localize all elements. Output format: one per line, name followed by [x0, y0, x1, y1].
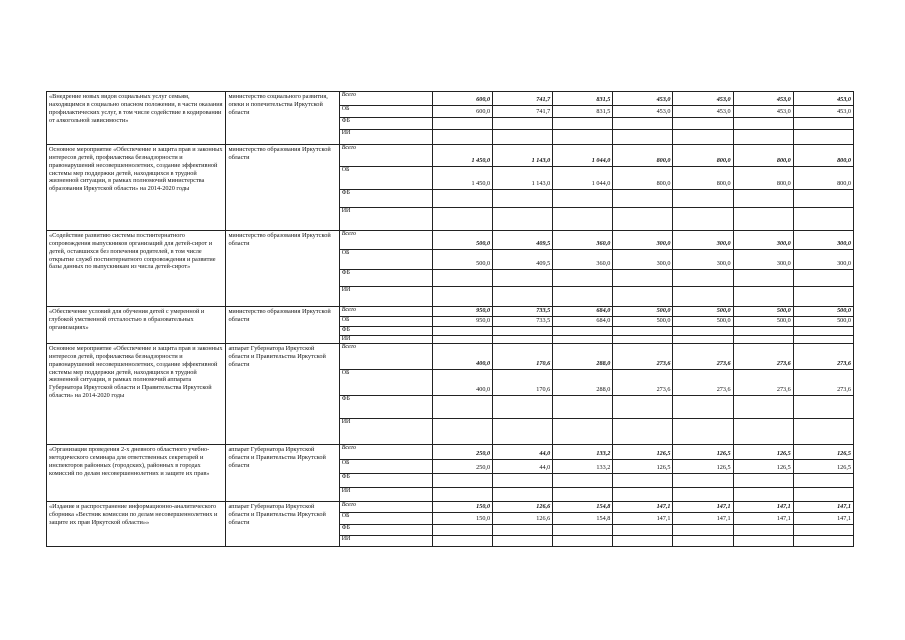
year-value-cell [432, 190, 492, 208]
year-value-cell: 300,0 [613, 231, 673, 250]
year-value-cell [613, 270, 673, 287]
year-value-cell: 147,1 [733, 513, 793, 525]
year-value-cell [613, 396, 673, 419]
year-value-cell: 273,6 [673, 344, 733, 370]
year-value-cell: 300,0 [793, 250, 853, 270]
year-value-cell: 147,1 [793, 513, 853, 525]
funding-source-label: Всего [339, 231, 432, 250]
year-value-cell: 300,0 [673, 231, 733, 250]
year-value-cell: 453,0 [733, 92, 793, 106]
year-value-cell: 500,0 [733, 316, 793, 326]
year-value-cell [432, 287, 492, 307]
year-value-cell: 741,7 [493, 106, 553, 118]
year-value-cell [793, 488, 853, 502]
funding-source-label: ИИ [339, 130, 432, 145]
year-value-cell [673, 536, 733, 547]
year-value-cell: 800,0 [733, 167, 793, 190]
year-value-cell: 453,0 [673, 92, 733, 106]
year-value-cell: 150,0 [432, 513, 492, 525]
year-value-cell [613, 208, 673, 231]
year-value-cell [493, 118, 553, 130]
funding-source-label: ИИ [339, 287, 432, 307]
year-value-cell: 453,0 [733, 106, 793, 118]
year-value-cell [493, 488, 553, 502]
year-value-cell: 453,0 [793, 92, 853, 106]
year-value-cell [613, 335, 673, 344]
year-value-cell: 800,0 [793, 145, 853, 167]
year-value-cell [493, 326, 553, 335]
responsible-executor: аппарат Губернатора Иркутской области и Правительства Иркутской области [226, 445, 339, 502]
year-value-cell [733, 118, 793, 130]
funding-source-label: ОБ [339, 370, 432, 396]
year-value-cell [553, 208, 613, 231]
year-value-cell [673, 419, 733, 445]
year-value-cell [613, 326, 673, 335]
responsible-executor: аппарат Губернатора Иркутской области и Правительства Иркутской области [226, 344, 339, 445]
year-value-cell: 800,0 [613, 145, 673, 167]
year-value-cell [613, 488, 673, 502]
year-value-cell: 288,0 [553, 370, 613, 396]
year-value-cell [733, 525, 793, 536]
responsible-executor: министерство образования Иркутской области [226, 307, 339, 344]
year-value-cell [553, 326, 613, 335]
funding-source-label: ФБ [339, 190, 432, 208]
year-value-cell [673, 270, 733, 287]
year-value-cell: 273,6 [613, 344, 673, 370]
year-value-cell [673, 190, 733, 208]
year-value-cell: 300,0 [733, 250, 793, 270]
year-value-cell [432, 525, 492, 536]
year-value-cell [553, 190, 613, 208]
year-value-cell: 741,7 [493, 92, 553, 106]
year-value-cell [493, 190, 553, 208]
responsible-executor: аппарат Губернатора Иркутской области и Правительства Иркутской области [226, 502, 339, 547]
year-value-cell [673, 208, 733, 231]
year-value-cell: 453,0 [673, 106, 733, 118]
year-value-cell [493, 287, 553, 307]
year-value-cell: 400,0 [432, 370, 492, 396]
measure-description: «Издание и распространение информационно-аналитического сборника «Вестник комиссии по делам несовершеннолетних и защите их прав Иркутской области»» [47, 502, 226, 547]
funding-source-label: Всего [339, 445, 432, 460]
year-value-cell: 300,0 [673, 250, 733, 270]
year-value-cell: 1 044,0 [553, 167, 613, 190]
funding-table-body [47, 92, 854, 547]
year-value-cell [613, 118, 673, 130]
year-value-cell: 950,0 [432, 316, 492, 326]
year-value-cell [673, 326, 733, 335]
year-value-cell: 1 143,0 [493, 167, 553, 190]
funding-row-total [47, 502, 854, 513]
measure-description: «Содействие развитию системы постинтернатного сопровождения выпускников организаций для детей-сирот и детей, оставшихся без попечения родителей, в том числе открытие служб постинтернатного сопровождения и развитие базы данных по выпускникам из числа детей-сирот» [47, 231, 226, 307]
year-value-cell [733, 488, 793, 502]
responsible-executor: министерство образования Иркутской области [226, 231, 339, 307]
funding-source-label: ФБ [339, 525, 432, 536]
year-value-cell [613, 287, 673, 307]
funding-source-label: Всего [339, 307, 432, 317]
year-value-cell: 950,0 [432, 307, 492, 317]
year-value-cell [493, 270, 553, 287]
year-value-cell: 800,0 [793, 167, 853, 190]
year-value-cell: 250,0 [432, 460, 492, 474]
year-value-cell: 500,0 [432, 250, 492, 270]
year-value-cell: 44,0 [493, 460, 553, 474]
funding-source-label: ФБ [339, 270, 432, 287]
year-value-cell [793, 270, 853, 287]
year-value-cell: 409,5 [493, 231, 553, 250]
year-value-cell [793, 190, 853, 208]
year-value-cell: 300,0 [613, 250, 673, 270]
measure-description: Основное мероприятие «Обеспечение и защита прав и законных интересов детей, профилактика безнадзорности и правонарушений несовершеннолетних, создание эффективной системы мер поддержки детей, находящихся в трудной жизненной ситуации, в рамках полномочий аппарата Губернатора Иркутской области и Правительства Иркутской области» на 2014-2020 годы [47, 344, 226, 445]
year-value-cell [733, 130, 793, 145]
year-value-cell: 500,0 [793, 316, 853, 326]
funding-row-total [47, 92, 854, 106]
year-value-cell [553, 118, 613, 130]
year-value-cell [673, 287, 733, 307]
year-value-cell: 831,5 [553, 92, 613, 106]
funding-source-label: Всего [339, 145, 432, 167]
year-value-cell [553, 488, 613, 502]
funding-source-label: ФБ [339, 396, 432, 419]
funding-source-label: ФБ [339, 118, 432, 130]
year-value-cell [432, 474, 492, 488]
year-value-cell [493, 130, 553, 145]
year-value-cell: 273,6 [793, 344, 853, 370]
year-value-cell: 500,0 [613, 316, 673, 326]
year-value-cell [493, 396, 553, 419]
year-value-cell [793, 525, 853, 536]
year-value-cell: 600,0 [432, 106, 492, 118]
year-value-cell [493, 525, 553, 536]
year-value-cell [793, 287, 853, 307]
year-value-cell: 133,2 [553, 460, 613, 474]
year-value-cell [673, 525, 733, 536]
year-value-cell: 126,5 [793, 445, 853, 460]
responsible-executor: министерство социального развития, опеки и попечительства Иркутской области [226, 92, 339, 145]
year-value-cell: 360,0 [553, 250, 613, 270]
year-value-cell [733, 326, 793, 335]
year-value-cell: 150,0 [432, 502, 492, 513]
funding-source-label: ОБ [339, 513, 432, 525]
year-value-cell [793, 118, 853, 130]
year-value-cell [553, 419, 613, 445]
responsible-executor: министерство образования Иркутской области [226, 145, 339, 231]
year-value-cell [673, 396, 733, 419]
year-value-cell: 453,0 [793, 106, 853, 118]
year-value-cell: 133,2 [553, 445, 613, 460]
year-value-cell: 273,6 [733, 370, 793, 396]
year-value-cell [733, 474, 793, 488]
funding-row-total [47, 344, 854, 370]
year-value-cell: 273,6 [793, 370, 853, 396]
year-value-cell [733, 270, 793, 287]
year-value-cell [733, 287, 793, 307]
year-value-cell [793, 335, 853, 344]
year-value-cell [432, 208, 492, 231]
funding-row-total [47, 445, 854, 460]
year-value-cell: 126,5 [733, 445, 793, 460]
year-value-cell: 126,6 [493, 513, 553, 525]
year-value-cell: 500,0 [613, 307, 673, 317]
year-value-cell [733, 396, 793, 419]
funding-source-label: Всего [339, 344, 432, 370]
year-value-cell [613, 525, 673, 536]
year-value-cell [432, 396, 492, 419]
year-value-cell: 733,5 [493, 307, 553, 317]
year-value-cell: 400,0 [432, 344, 492, 370]
year-value-cell: 126,5 [673, 460, 733, 474]
year-value-cell [432, 130, 492, 145]
year-value-cell: 1 450,0 [432, 145, 492, 167]
year-value-cell: 453,0 [613, 106, 673, 118]
year-value-cell: 126,5 [673, 445, 733, 460]
year-value-cell [432, 419, 492, 445]
funding-source-label: ОБ [339, 316, 432, 326]
year-value-cell: 147,1 [673, 502, 733, 513]
measure-description: Основное мероприятие «Обеспечение и защита прав и законных интересов детей, профилактика безнадзорности и правонарушений несовершеннолетних, создание эффективной системы мер поддержки детей, находящихся в трудной жизненной ситуации, в рамках полномочий министерства образования Иркутской области» на 2014-2020 годы [47, 145, 226, 231]
year-value-cell: 1 044,0 [553, 145, 613, 167]
year-value-cell [432, 326, 492, 335]
year-value-cell [432, 536, 492, 547]
year-value-cell [553, 396, 613, 419]
year-value-cell: 126,5 [793, 460, 853, 474]
year-value-cell [553, 335, 613, 344]
year-value-cell [613, 130, 673, 145]
year-value-cell: 170,6 [493, 344, 553, 370]
year-value-cell: 288,0 [553, 344, 613, 370]
year-value-cell: 170,6 [493, 370, 553, 396]
year-value-cell: 684,0 [553, 307, 613, 317]
year-value-cell: 273,6 [733, 344, 793, 370]
year-value-cell: 126,5 [613, 445, 673, 460]
year-value-cell [793, 396, 853, 419]
year-value-cell: 147,1 [673, 513, 733, 525]
year-value-cell: 360,0 [553, 231, 613, 250]
year-value-cell: 409,5 [493, 250, 553, 270]
measure-description: «Обеспечение условий для обучения детей с умеренной и глубокой умственной отсталостью в образовательных организациях» [47, 307, 226, 344]
funding-source-label: ОБ [339, 167, 432, 190]
funding-table [46, 91, 854, 547]
year-value-cell [673, 488, 733, 502]
year-value-cell [613, 419, 673, 445]
year-value-cell: 44,0 [493, 445, 553, 460]
year-value-cell [553, 270, 613, 287]
year-value-cell [613, 474, 673, 488]
funding-source-label: ОБ [339, 250, 432, 270]
year-value-cell: 250,0 [432, 445, 492, 460]
year-value-cell: 126,5 [613, 460, 673, 474]
year-value-cell [613, 536, 673, 547]
funding-source-label: ФБ [339, 326, 432, 335]
funding-row-total [47, 231, 854, 250]
year-value-cell: 453,0 [613, 92, 673, 106]
year-value-cell: 147,1 [613, 513, 673, 525]
year-value-cell: 800,0 [613, 167, 673, 190]
measure-description: «Организация проведения 2-х дневного областного учебно-методического семинара для ответственных секретарей и инспекторов районных (городских), районных в городах комиссий по делам несовершеннолетних и защите их прав» [47, 445, 226, 502]
year-value-cell [493, 474, 553, 488]
year-value-cell [793, 474, 853, 488]
year-value-cell: 300,0 [733, 231, 793, 250]
year-value-cell: 733,5 [493, 316, 553, 326]
funding-source-label: ИИ [339, 419, 432, 445]
year-value-cell: 1 450,0 [432, 167, 492, 190]
funding-document [46, 91, 854, 547]
year-value-cell [432, 270, 492, 287]
year-value-cell: 500,0 [432, 231, 492, 250]
year-value-cell [673, 118, 733, 130]
year-value-cell [733, 208, 793, 231]
funding-source-label: Всего [339, 92, 432, 106]
funding-source-label: ИИ [339, 335, 432, 344]
year-value-cell [673, 335, 733, 344]
funding-source-label: Всего [339, 502, 432, 513]
year-value-cell: 154,8 [553, 513, 613, 525]
funding-row-total [47, 307, 854, 317]
year-value-cell [553, 130, 613, 145]
funding-source-label: ОБ [339, 106, 432, 118]
year-value-cell: 147,1 [613, 502, 673, 513]
year-value-cell: 831,5 [553, 106, 613, 118]
year-value-cell [493, 419, 553, 445]
year-value-cell: 500,0 [793, 307, 853, 317]
year-value-cell [733, 335, 793, 344]
year-value-cell [613, 190, 673, 208]
funding-source-label: ИИ [339, 536, 432, 547]
year-value-cell [432, 118, 492, 130]
year-value-cell: 800,0 [673, 167, 733, 190]
year-value-cell: 126,5 [733, 460, 793, 474]
year-value-cell [493, 536, 553, 547]
funding-row-total [47, 145, 854, 167]
year-value-cell: 500,0 [733, 307, 793, 317]
year-value-cell: 126,6 [493, 502, 553, 513]
year-value-cell [673, 474, 733, 488]
funding-source-label: ИИ [339, 208, 432, 231]
year-value-cell: 273,6 [673, 370, 733, 396]
year-value-cell: 500,0 [673, 307, 733, 317]
year-value-cell: 800,0 [733, 145, 793, 167]
year-value-cell: 147,1 [793, 502, 853, 513]
year-value-cell [793, 419, 853, 445]
year-value-cell [793, 536, 853, 547]
year-value-cell [733, 536, 793, 547]
funding-source-label: ФБ [339, 474, 432, 488]
year-value-cell: 300,0 [793, 231, 853, 250]
year-value-cell [553, 287, 613, 307]
year-value-cell [793, 326, 853, 335]
year-value-cell: 1 143,0 [493, 145, 553, 167]
year-value-cell: 800,0 [673, 145, 733, 167]
year-value-cell [793, 208, 853, 231]
funding-source-label: ИИ [339, 488, 432, 502]
year-value-cell [733, 190, 793, 208]
year-value-cell [553, 474, 613, 488]
year-value-cell: 600,0 [432, 92, 492, 106]
funding-source-label: ОБ [339, 460, 432, 474]
year-value-cell [432, 488, 492, 502]
year-value-cell [493, 208, 553, 231]
year-value-cell: 273,6 [613, 370, 673, 396]
year-value-cell [793, 130, 853, 145]
year-value-cell: 147,1 [733, 502, 793, 513]
year-value-cell [733, 419, 793, 445]
year-value-cell [493, 335, 553, 344]
year-value-cell [553, 525, 613, 536]
year-value-cell: 154,8 [553, 502, 613, 513]
measure-description: «Внедрение новых видов социальных услуг семьям, находящимся в социально опасном положении, в части оказания профилактических услуг, в том числе содействие в кодировании от алкогольной зависимости» [47, 92, 226, 145]
year-value-cell [673, 130, 733, 145]
year-value-cell: 684,0 [553, 316, 613, 326]
year-value-cell [553, 536, 613, 547]
year-value-cell: 500,0 [673, 316, 733, 326]
year-value-cell [432, 335, 492, 344]
